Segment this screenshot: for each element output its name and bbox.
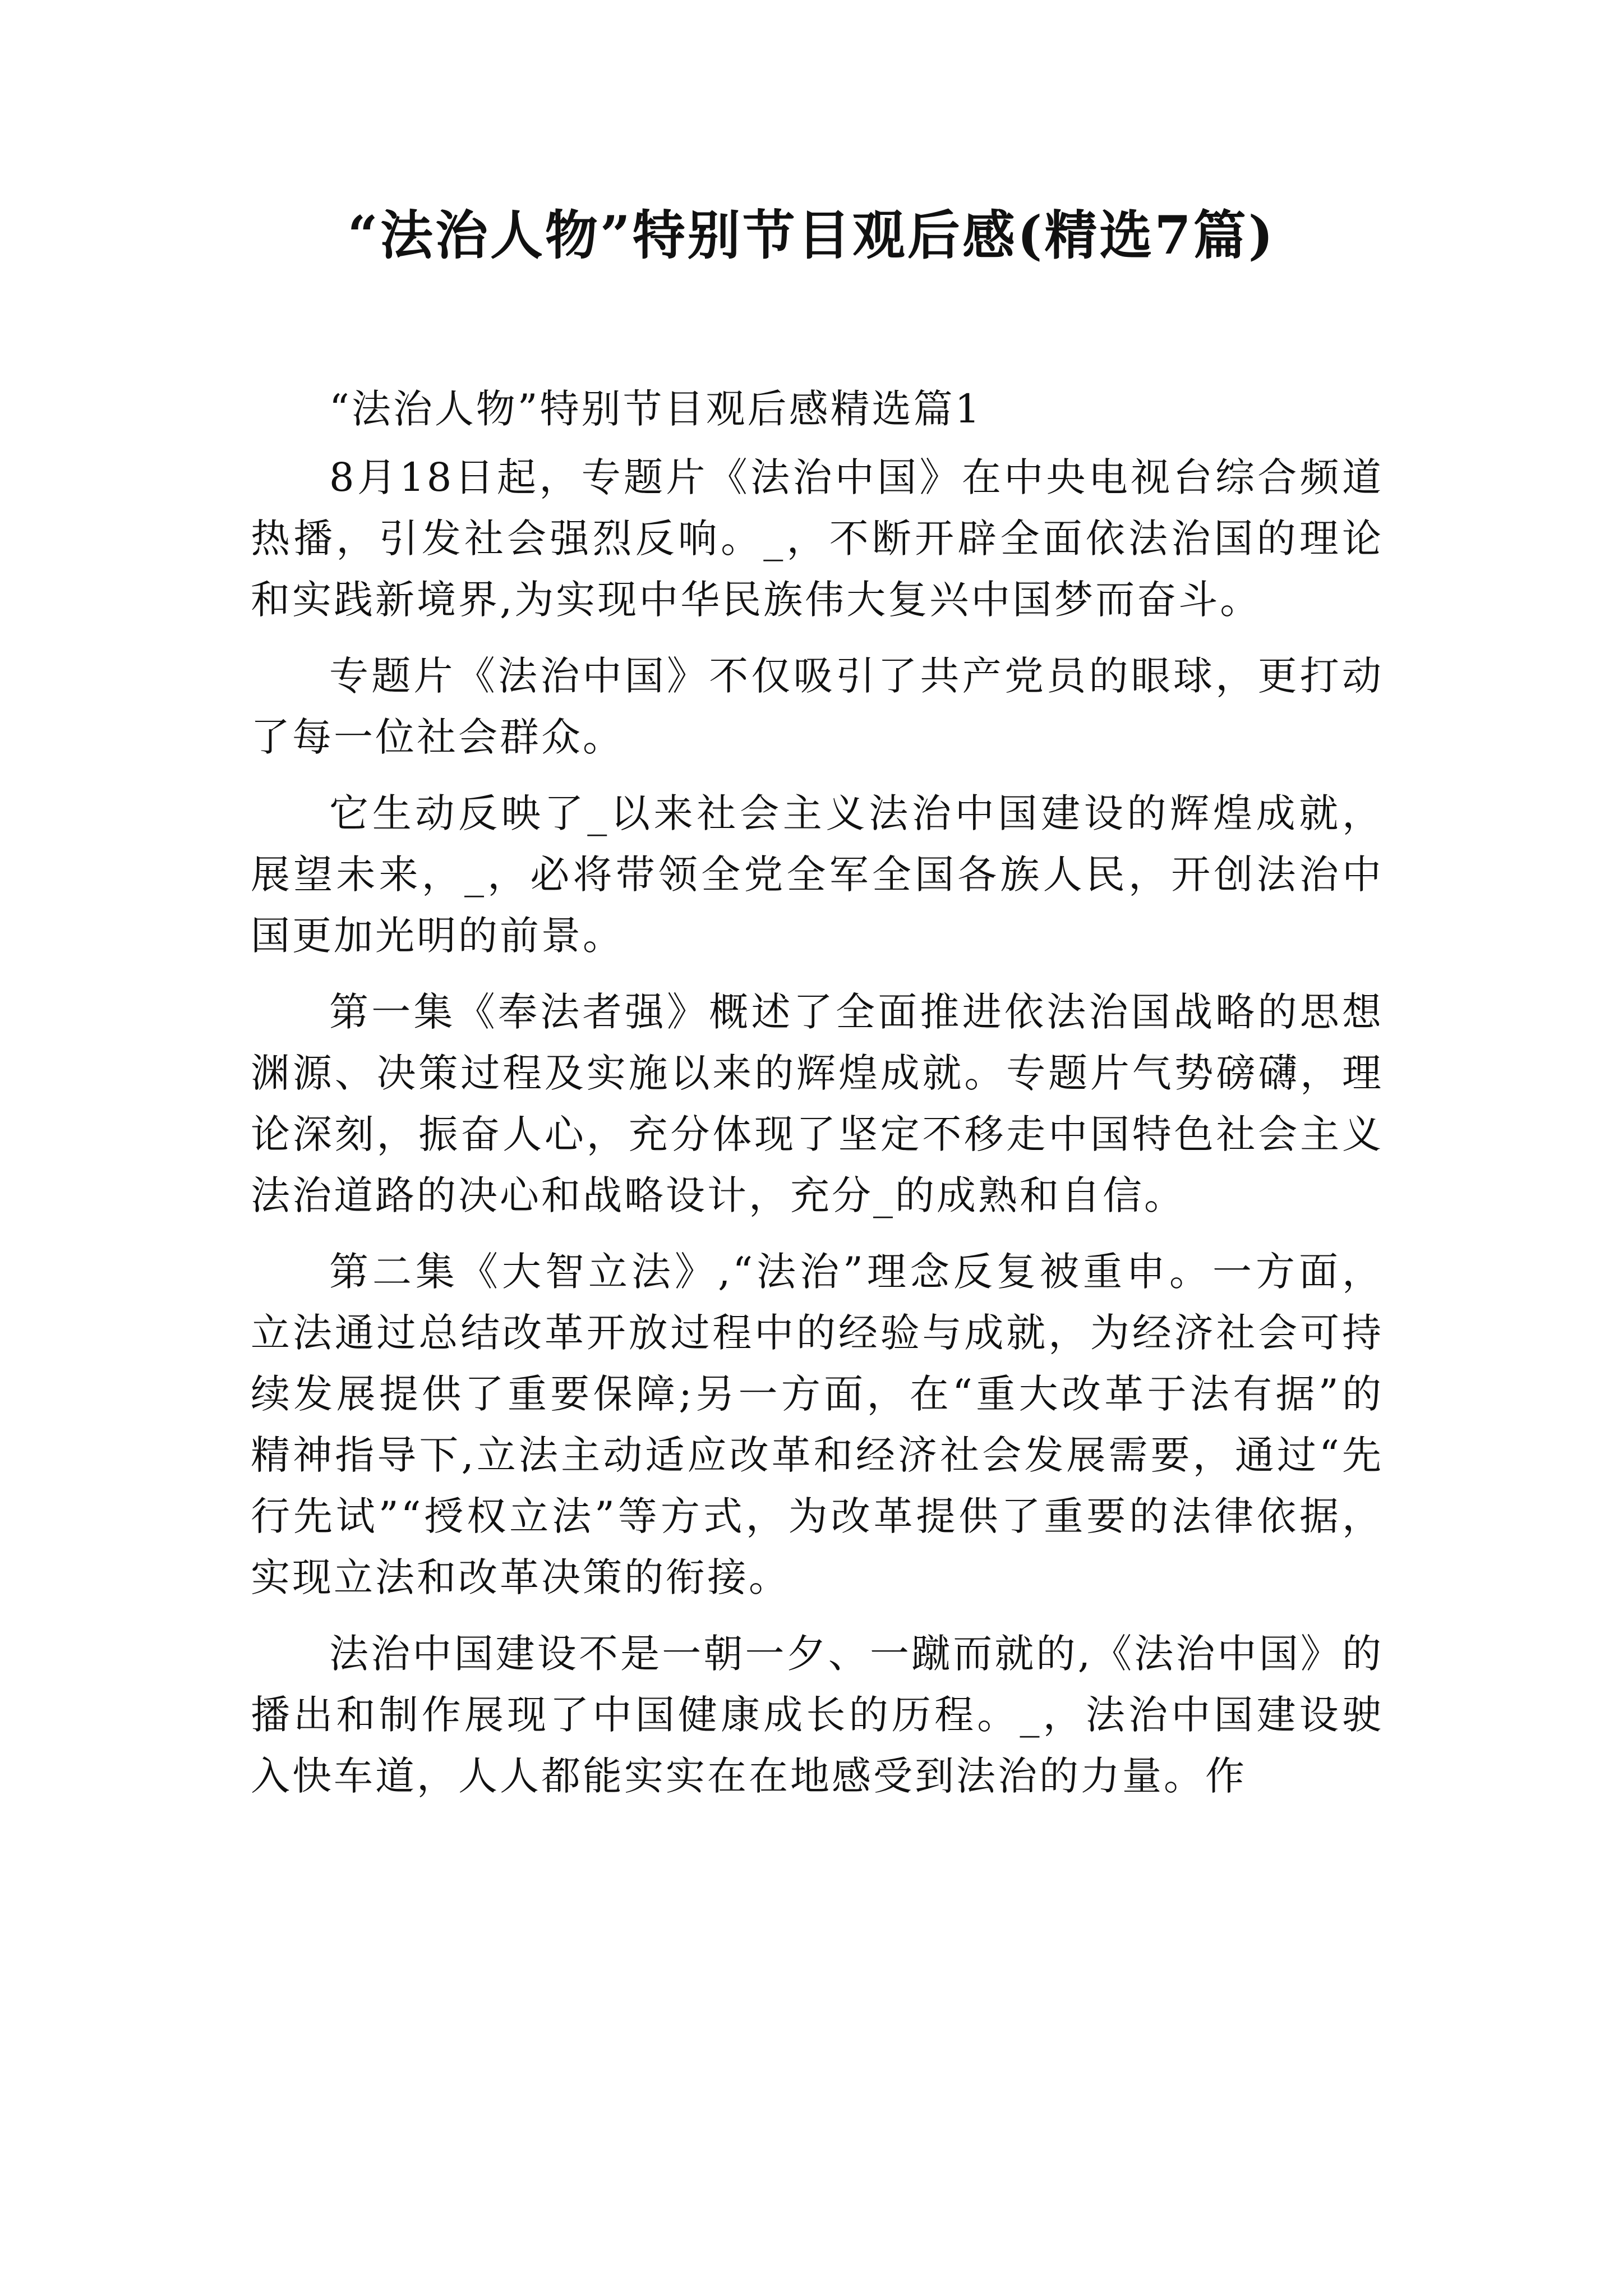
document-title: “法治人物”特别节目观后感(精选7篇): [347, 205, 1276, 266]
paragraph: 专题片《法治中国》不仅吸引了共产党员的眼球，更打动了每一位社会群众。: [251, 653, 1384, 760]
paragraph: 第一集《奉法者强》概述了全面推进依法治国战略的思想渊源、决策过程及实施以来的辉煌成就。专题片气势磅礴，理论深刻，振奋人心，充分体现了坚定不移走中国特色社会主义法治道路的决心和战略设计，充分_的成熟和自信。: [251, 989, 1384, 1218]
paragraph: 法治中国建设不是一朝一夕、一蹴而就的,《法治中国》的播出和制作展现了中国健康成长的历程。_，法治中国建设驶入快车道，人人都能实实在在地感受到法治的力量。作: [251, 1631, 1384, 1799]
paragraph: 8月18日起，专题片《法治中国》在中央电视台综合频道热播，引发社会强烈反响。_，不断开辟全面依法治国的理论和实践新境界,为实现中华民族伟大复兴中国梦而奋斗。: [251, 454, 1384, 623]
section-heading: “法治人物”特别节目观后感精选篇1: [329, 386, 983, 432]
paragraph: 第二集《大智立法》,“法治”理念反复被重申。一方面，立法通过总结改革开放过程中的经验与成就，为经济社会可持续发展提供了重要保障;另一方面，在“重大改革于法有据”的精神指导下,立法主动适应改革和经济社会发展需要，通过“先行先试”“授权立法”等方式，为改革提供了重要的法律依据，实现立法和改革决策的衔接。: [251, 1249, 1384, 1600]
paragraph: 它生动反映了_以来社会主义法治中国建设的辉煌成就，展望未来，_，必将带领全党全军全国各族人民，开创法治中国更加光明的前景。: [251, 790, 1384, 959]
document-body: [251, 379, 1384, 1822]
